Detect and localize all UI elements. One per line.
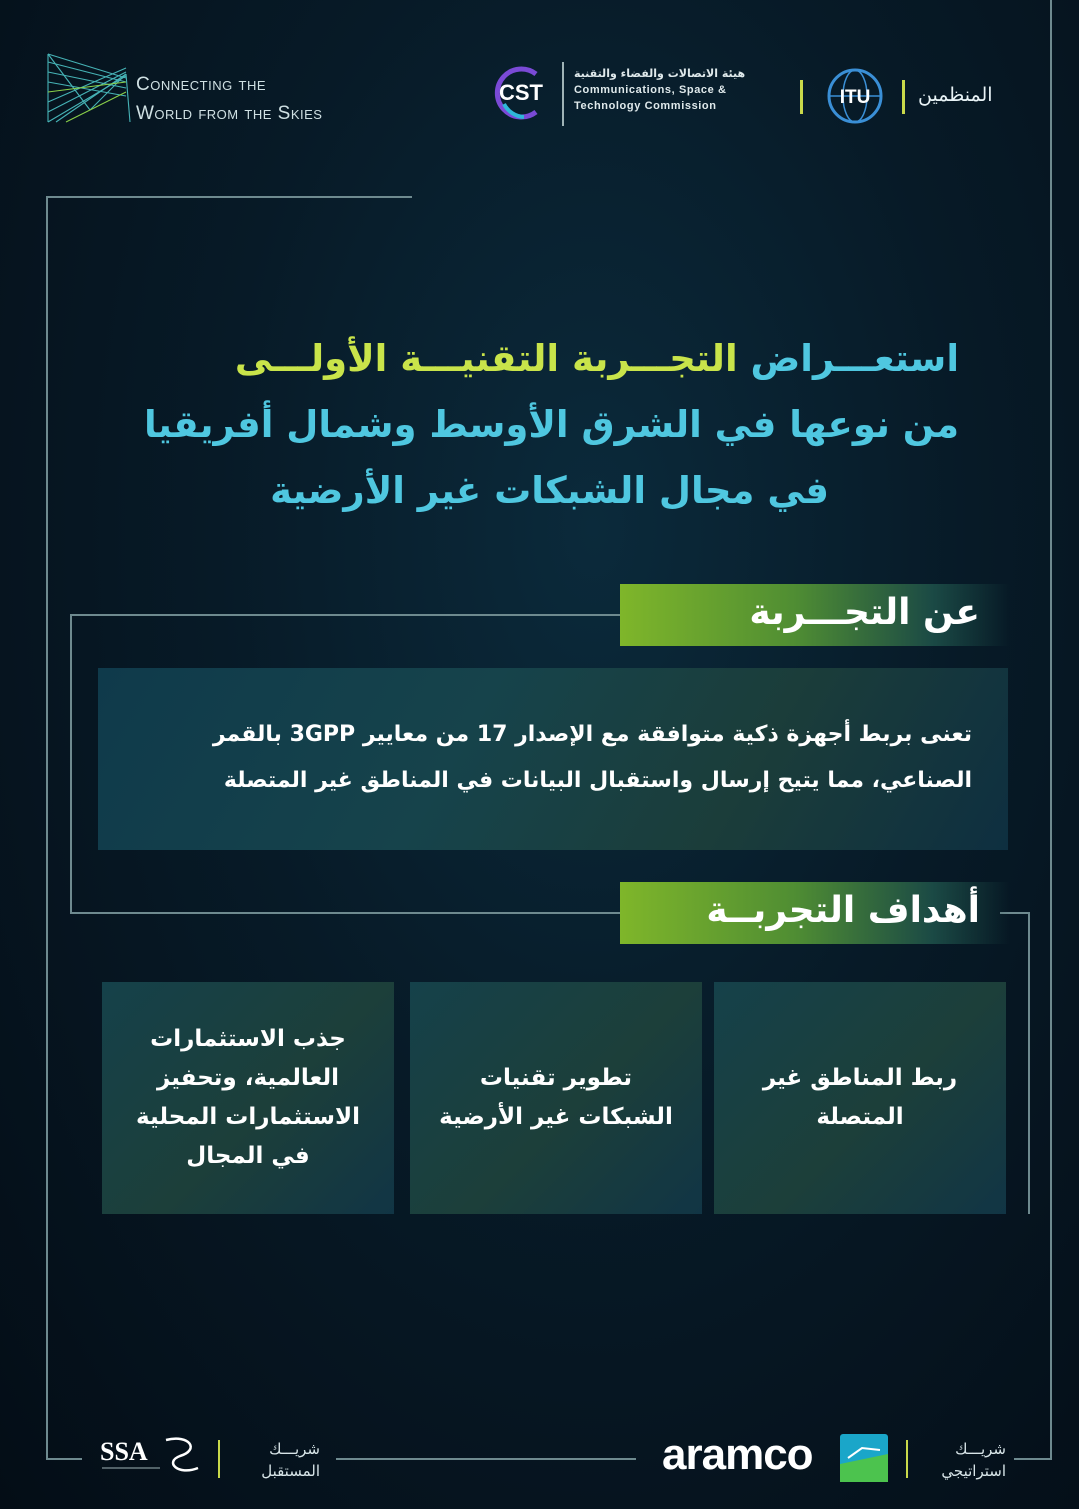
frame-line <box>46 1458 82 1460</box>
title-line1-part1: استعـــراض <box>750 337 959 380</box>
cst-name-ar: هيئة الاتصالات والفضاء والتقنية <box>574 67 746 80</box>
goal-card <box>410 982 702 1214</box>
event-logo-line2: World from the Skies <box>136 103 323 124</box>
strategic-partner-line1: شريـــك <box>955 1440 1006 1458</box>
separator-bar <box>902 80 905 114</box>
title-line1-part2: التجـــربة التقنيـــة الأولـــى <box>234 337 738 380</box>
future-partner-label <box>236 1438 320 1482</box>
page-title <box>119 326 959 524</box>
goal-text: ربط المناطق غير المتصلة <box>762 1065 958 1130</box>
about-text-line1: تعنى بربط أجهزة ذكية متوافقة مع الإصدار 17 من معايير 3GPP بالقمر <box>212 722 972 747</box>
separator-bar <box>218 1440 220 1478</box>
frame-line <box>336 1458 636 1460</box>
about-text-line2: الصناعي، مما يتيح إرسال واستقبال البيانات في المناطق غير المتصلة <box>223 768 972 793</box>
frame-line <box>46 196 48 1458</box>
title-line2: من نوعها في الشرق الأوسط وشمال أفريقيا <box>143 403 959 446</box>
ssa-abbr: SSA <box>100 1437 148 1466</box>
future-partner-line2: المستقبل <box>261 1462 320 1480</box>
cst-name <box>574 66 784 114</box>
event-logo-line1: Connecting the <box>136 74 266 95</box>
itu-abbr: ITU <box>839 87 871 108</box>
strategic-partner-label <box>920 1438 1006 1482</box>
cst-name-en-line2: Technology Commission <box>574 100 717 112</box>
frame-line <box>1050 0 1052 1460</box>
frame-line <box>1028 912 1030 1214</box>
goal-text: جذب الاستثمارات العالمية، وتحفيز الاستثمارات المحلية في المجال <box>136 1026 360 1169</box>
separator-bar <box>800 80 803 114</box>
cst-abbr: CST <box>499 80 543 105</box>
aramco-logo-icon <box>840 1434 888 1482</box>
about-section-header: عن التجـــربة <box>620 584 1010 646</box>
event-logo-icon <box>46 52 132 124</box>
about-card <box>98 668 1008 850</box>
itu-logo-icon <box>826 67 884 125</box>
frame-line <box>70 912 622 914</box>
separator-bar <box>906 1440 908 1478</box>
title-line3: في مجال الشبكات غير الأرضية <box>270 469 829 512</box>
cst-divider <box>562 62 564 126</box>
frame-line <box>70 614 622 616</box>
cst-name-en-line1: Communications, Space & <box>574 84 727 96</box>
aramco-wordmark: aramco <box>662 1430 813 1479</box>
frame-line <box>70 614 72 914</box>
goal-text: تطوير تقنيات الشبكات غير الأرضية <box>439 1065 673 1130</box>
frame-line <box>1014 1458 1052 1460</box>
frame-line <box>46 196 412 198</box>
organizers-label: المنظمين <box>918 84 993 106</box>
title-line1 <box>119 326 959 392</box>
ssa-logo <box>100 1430 210 1482</box>
strategic-partner-line2: استراتيجي <box>941 1462 1006 1480</box>
goal-card <box>102 982 394 1214</box>
future-partner-line1: شريـــك <box>269 1440 320 1458</box>
goals-section-header: أهداف التجربــة <box>620 882 1010 944</box>
goal-card <box>714 982 1006 1214</box>
event-logo-text <box>136 70 322 128</box>
